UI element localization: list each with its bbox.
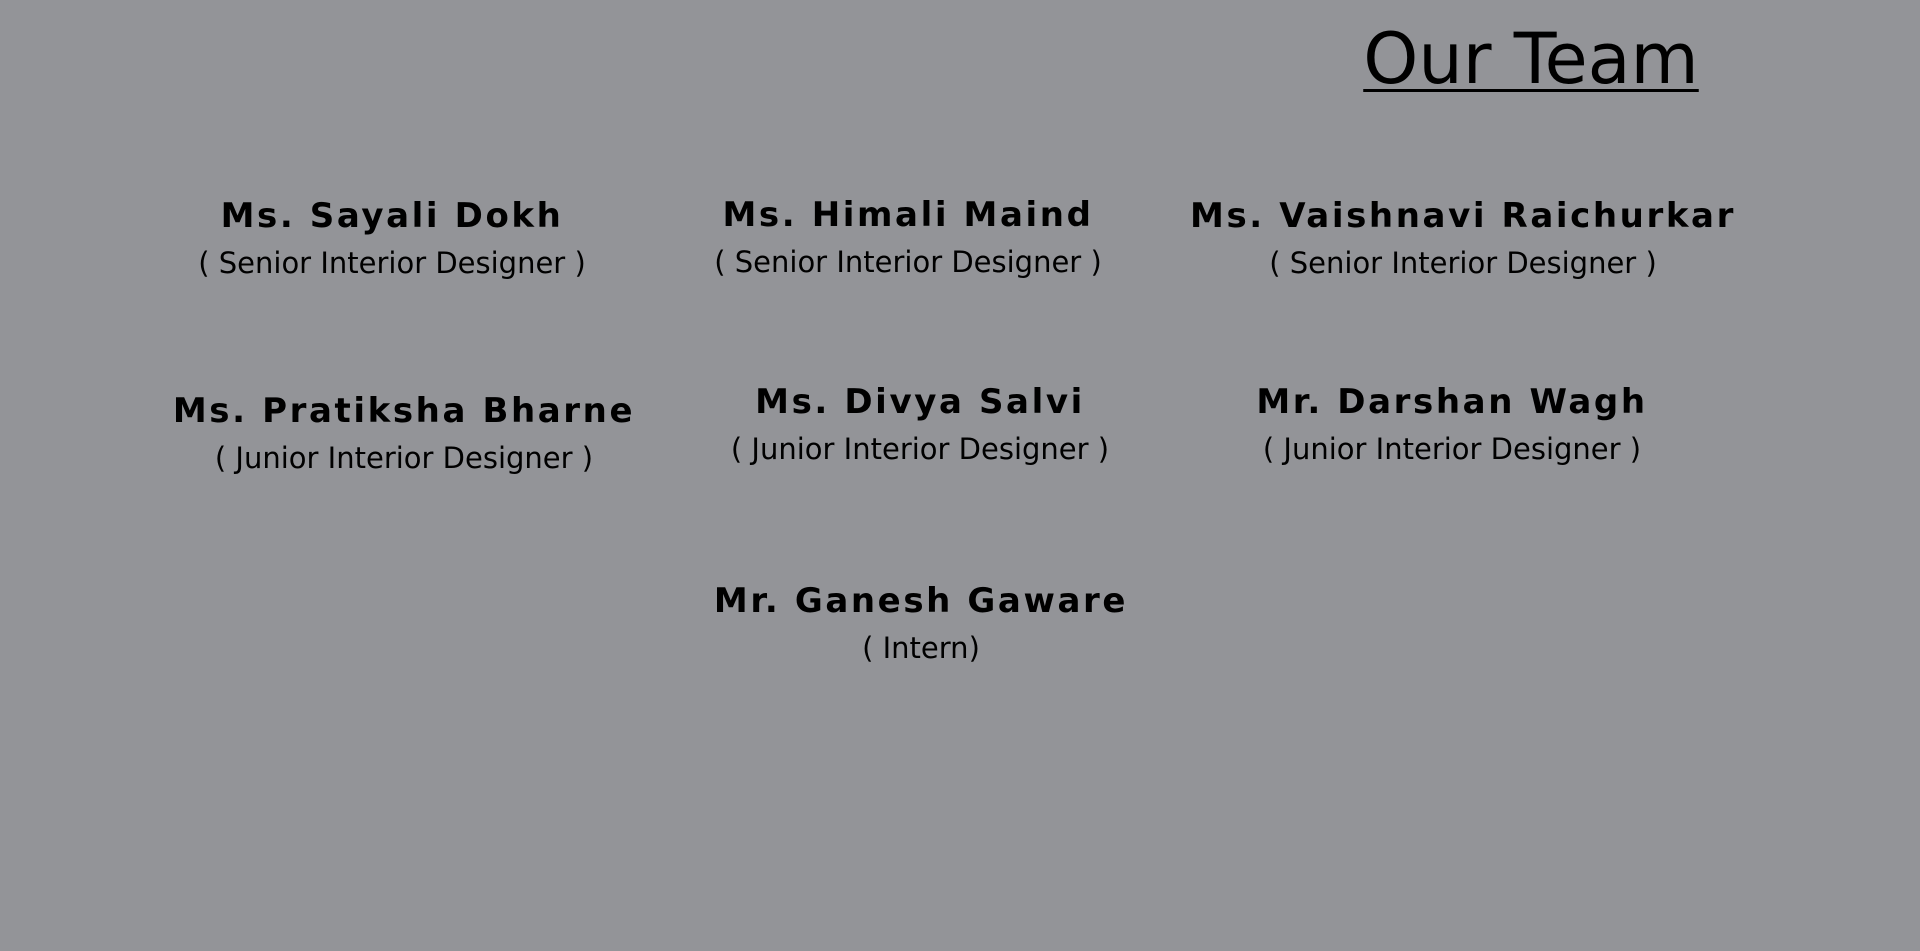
member-role: ( Junior Interior Designer ): [214, 441, 594, 475]
member-role: ( Senior Interior Designer ): [198, 246, 586, 280]
team-member-pratiksha-bharne: [124, 389, 684, 478]
team-member-darshan-wagh: [1172, 380, 1732, 469]
team-member-sayali-dokh: [112, 194, 672, 283]
member-name: Mr. Ganesh Gaware: [713, 581, 1129, 621]
member-role: ( Junior Interior Designer ): [1262, 432, 1642, 466]
member-name: Mr. Darshan Wagh: [1256, 382, 1648, 422]
member-role: ( Senior Interior Designer ): [1269, 246, 1657, 280]
member-name: Ms. Vaishnavi Raichurkar: [1190, 196, 1736, 236]
team-member-vaishnavi-raichurkar: [1183, 194, 1743, 283]
member-name: Ms. Divya Salvi: [755, 382, 1085, 422]
member-name: Ms. Himali Maind: [722, 195, 1094, 235]
member-role: ( Intern): [862, 631, 980, 665]
page-title: Our Team: [1363, 18, 1699, 100]
team-member-himali-maind: [628, 193, 1188, 282]
member-role: ( Junior Interior Designer ): [730, 432, 1110, 466]
member-name: Ms. Sayali Dokh: [220, 196, 564, 236]
member-name: Ms. Pratiksha Bharne: [172, 391, 636, 431]
team-member-divya-salvi: [640, 380, 1200, 469]
member-role: ( Senior Interior Designer ): [714, 245, 1102, 279]
team-member-ganesh-gaware: [641, 579, 1201, 668]
